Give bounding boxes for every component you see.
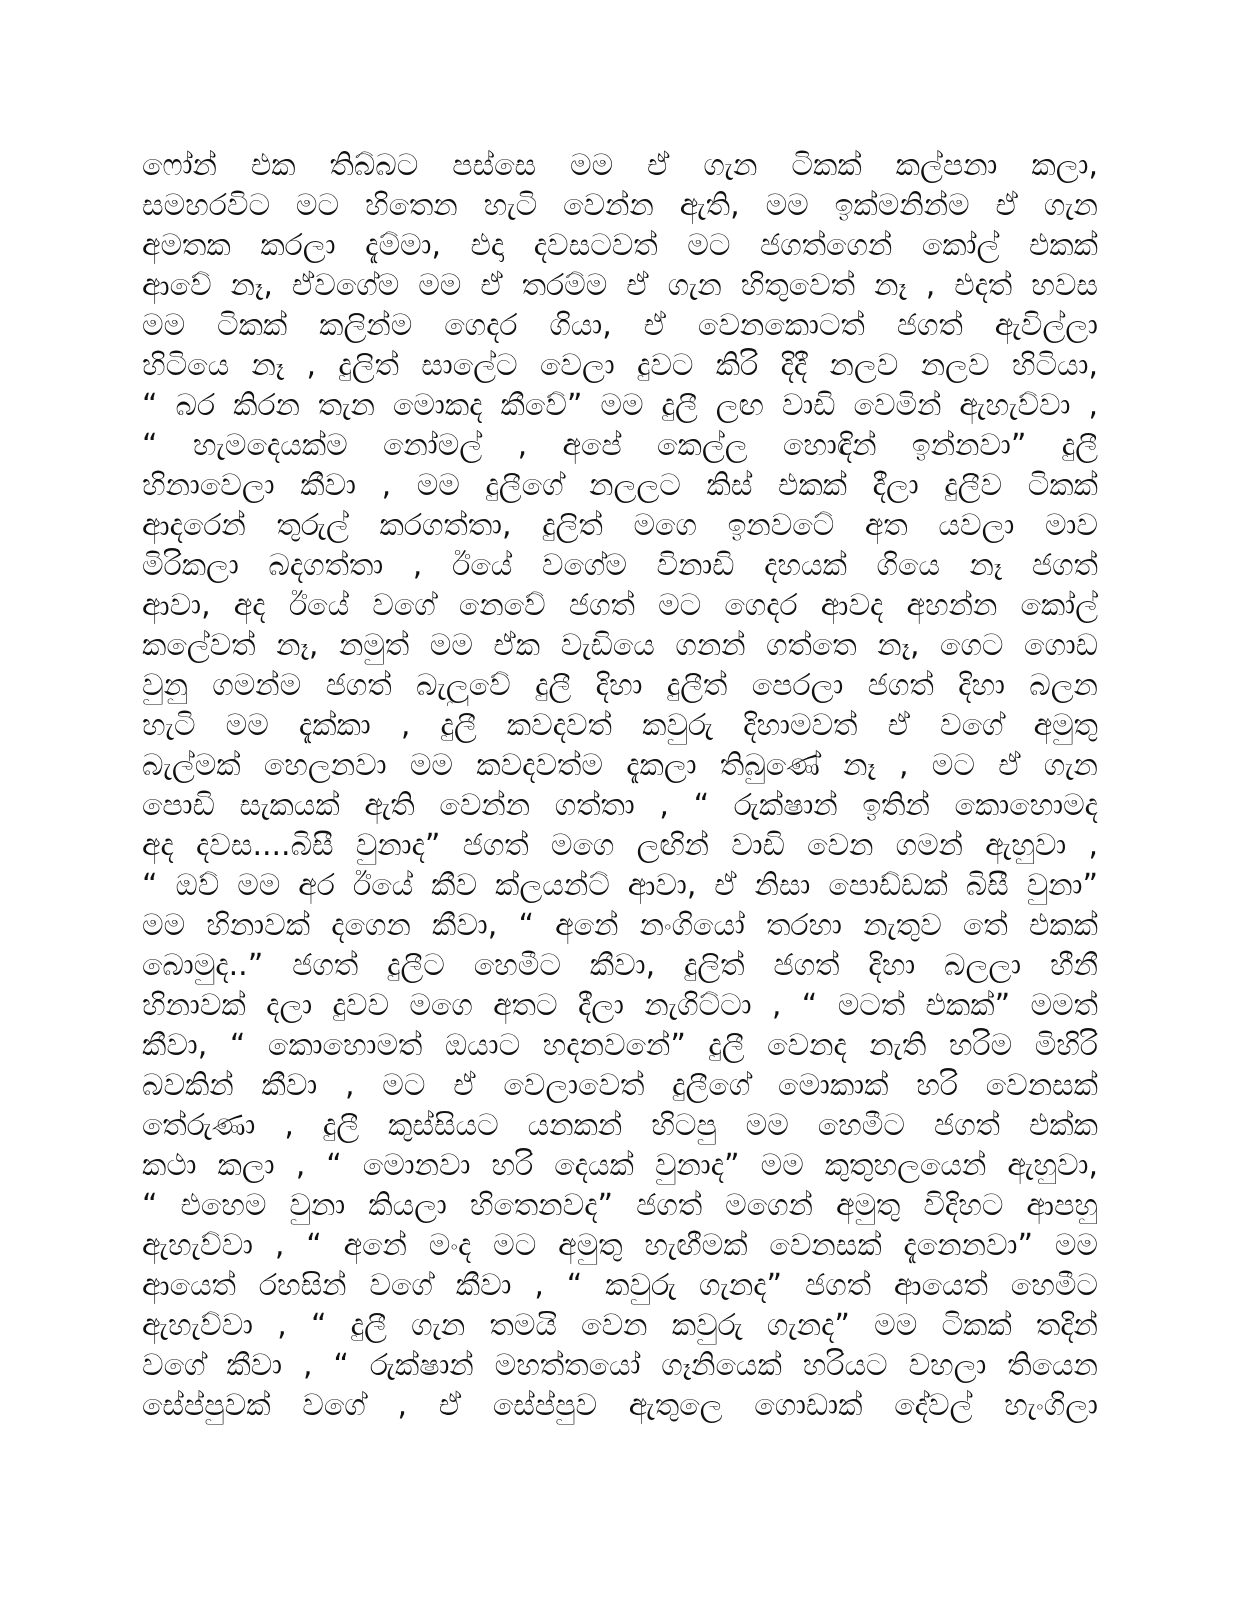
text-line: ආවා, අද ඊයේ වගේ නෙවේ ජගත් මට ගෙදර ආවද අහන්න කෝල් (142, 588, 1098, 623)
text-line: සමහරවිට මට හිතෙන හැටි වෙන්න ඇති, මම ඉක්මනින්ම ඒ ගැන (142, 188, 1098, 223)
text-line: පොඩි සැකයක් ඇති වෙන්න ගත්තා , “ රුක්ෂාන් ඉතින් කොහොමද (142, 788, 1098, 823)
text-line: අද දවස....බිසී වුනාද” ජගත් මගෙ ලඟින් වාඩි වෙන ගමන් ඇහුවා , (142, 828, 1098, 863)
text-line: “ ඔව් මම අර ඊයේ කීව ක්ලයන්ට් ආවා, ඒ නිසා පොඩ්ඩක් බිසී වුනා” (142, 868, 1098, 903)
text-line: වගේ කීවා , “ රුක්ෂාන් මහත්තයෝ ගෑනියෙක් හරියට වහලා තියෙන (142, 1348, 1098, 1383)
text-line: හැටි මම දැක්කා , දුලී කවදවත් කවුරු දිහාමවත් ඒ වගේ අමුතු (142, 708, 1098, 743)
text-line: බොමුද..” ජගත් දුලීට හෙමීට කීවා, දුලිත් ජගත් දිහා බලලා හීනී (142, 948, 1098, 983)
text-line: ඇහැව්වා , “ දුලී ගැන තමයි වෙන කවුරු ගැනද” මම ටිකක් තදින් (142, 1308, 1098, 1343)
text-line: ආදරෙන් තුරුල් කරගත්තා, දුලිත් මගෙ ඉනවටේ අත යවලා මාව (142, 508, 1098, 543)
text-line: හිනාවක් දලා දුවව මගෙ අතට දීලා නැගිට්ටා , “ මටත් එකක්” මමත් (142, 988, 1098, 1023)
text-line: කීවා, “ කොහොමත් ඔයාට හදනවනේ” දුලී වෙනද නැති හරිම මිහිරි (142, 1028, 1098, 1063)
text-line: හිනාවෙලා කීවා , මම දුලීගේ නලලට කිස් එකක් දීලා දුලීව ටිකක් (142, 468, 1098, 503)
text-line: ආවේ නෑ, ඒවගේම මම ඒ තරම්ම ඒ ගැන හිතුවෙත් නෑ , එදත් හවස (142, 268, 1098, 303)
text-line: කථා කලා , “ මොනවා හරි දෙයක් වුනාද” මම කුතුහලයෙන් ඇහුවා, (142, 1148, 1098, 1183)
text-line: හිටියෙ නෑ , දුලිත් සාලේට වෙලා දුවට කිරි දිදී නලව නලව හිටියා, (142, 348, 1098, 383)
text-line: ෆෝන් එක තිබ්බට පස්සෙ මම ඒ ගැන ටිකක් කල්පනා කලා, (142, 148, 1098, 183)
text-line: ආයෙත් රහසින් වගේ කීවා , “ කවුරු ගැනද” ජගත් ආයෙත් හෙමීට (142, 1268, 1098, 1303)
text-line: බැල්මක් හෙලනවා මම කවදවත්ම දැකලා තිබුණේ නෑ , මට ඒ ගැන (142, 748, 1098, 783)
text-line: මම ටිකක් කලින්ම ගෙදර ගියා, ඒ වෙනකොටත් ජගත් ඇවිල්ලා (142, 308, 1098, 343)
text-line: අමතක කරලා දැම්මා, එදා දවසටවත් මට ජගත්ගෙන් කෝල් එකක් (142, 228, 1098, 263)
text-line: වුනු ගමන්ම ජගත් බැලුවේ දුලී දිහා දුලීත් පෙරලා ජගත් දිහා බලන (142, 668, 1098, 703)
text-line: තේරුණා , දුලී කුස්සියට යනකන් හිටපු මම හෙමීට ජගත් එක්ක (142, 1108, 1098, 1143)
text-line: ඇහැව්වා , “ අනේ මංද මට අමුතු හැඟීමක් වෙනසක් දැනෙනවා” මම (142, 1228, 1098, 1263)
text-line: “ බර කිරන තැන මොකද කීවේ” මම දුලී ලඟ වාඩි වෙමින් ඇහැව්වා , (142, 388, 1098, 423)
text-line: මම හිනාවක් දගෙන කීවා, “ අනේ නංගියෝ තරහා නැතුව තේ එකක් (142, 908, 1098, 943)
body-text (142, 146, 1098, 1426)
text-line: “ හැමදෙයක්ම නෝමල් , අපේ කෙල්ල හොඳින් ඉන්නවා” දුලී (142, 428, 1098, 463)
text-line: බවකින් කීවා , මට ඒ වෙලාවෙත් දුලීගේ මොකාක් හරි වෙනසක් (142, 1068, 1098, 1103)
text-line: මිරිකලා බදගත්තා , ඊයේ වගේම විනාඩි දහයක් ගියෙ නෑ ජගත් (142, 548, 1098, 583)
text-line: කලේවත් නෑ, නමුත් මම ඒක වැඩියෙ ගනන් ගත්තෙ නෑ, ගෙට ගොඩ (142, 628, 1098, 663)
text-line: සේප්පුවක් වගේ , ඒ සේප්පුව ඇතුලෙ ගොඩාක් දේවල් හැංගිලා (142, 1388, 1098, 1423)
text-line: “ එහෙම වුනා කියලා හිතෙනවද” ජගත් මගෙන් අමුතු විදිහට ආපහු (142, 1188, 1098, 1223)
